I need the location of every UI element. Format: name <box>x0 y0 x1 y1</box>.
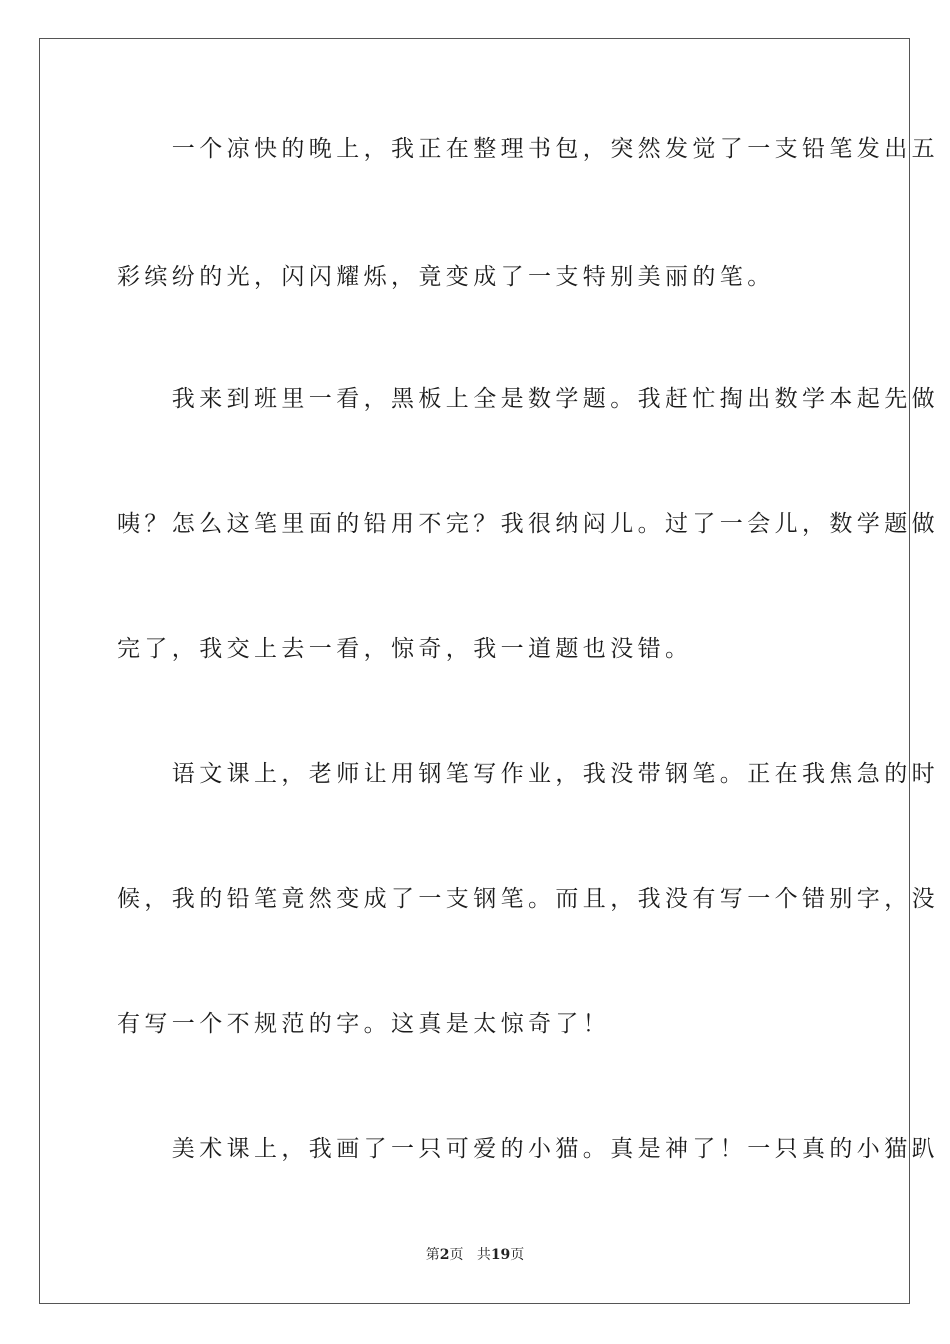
text-line: 咦？怎么这笔里面的铅用不完？我很纳闷儿。过了一会儿，数学题做 <box>117 511 939 537</box>
text-line: 候，我的铅笔竟然变成了一支钢笔。而且，我没有写一个错别字，没 <box>117 886 939 912</box>
total-label-suffix: 页 <box>510 1247 525 1263</box>
page-label-prefix: 第 <box>425 1247 440 1263</box>
text-line: 一个凉快的晚上，我正在整理书包，突然发觉了一支铅笔发出五 <box>117 136 939 162</box>
text-line: 彩缤纷的光，闪闪耀烁，竟变成了一支特别美丽的笔。 <box>117 264 775 290</box>
total-pages: 19 <box>490 1247 511 1263</box>
text-line: 完了，我交上去一看，惊奇，我一道题也没错。 <box>117 636 693 662</box>
page-number: 2 <box>439 1247 450 1263</box>
page-footer <box>0 1246 950 1264</box>
text-line: 美术课上，我画了一只可爱的小猫。真是神了！一只真的小猫趴 <box>117 1136 939 1162</box>
page-label-suffix: 页 <box>449 1247 464 1263</box>
text-line: 语文课上，老师让用钢笔写作业，我没带钢笔。正在我焦急的时 <box>117 761 939 787</box>
text-line: 我来到班里一看，黑板上全是数学题。我赶忙掏出数学本起先做 <box>117 386 939 412</box>
total-label-prefix: 共 <box>476 1247 491 1263</box>
page-frame <box>39 38 939 1304</box>
text-line: 有写一个不规范的字。这真是太惊奇了！ <box>117 1011 611 1037</box>
